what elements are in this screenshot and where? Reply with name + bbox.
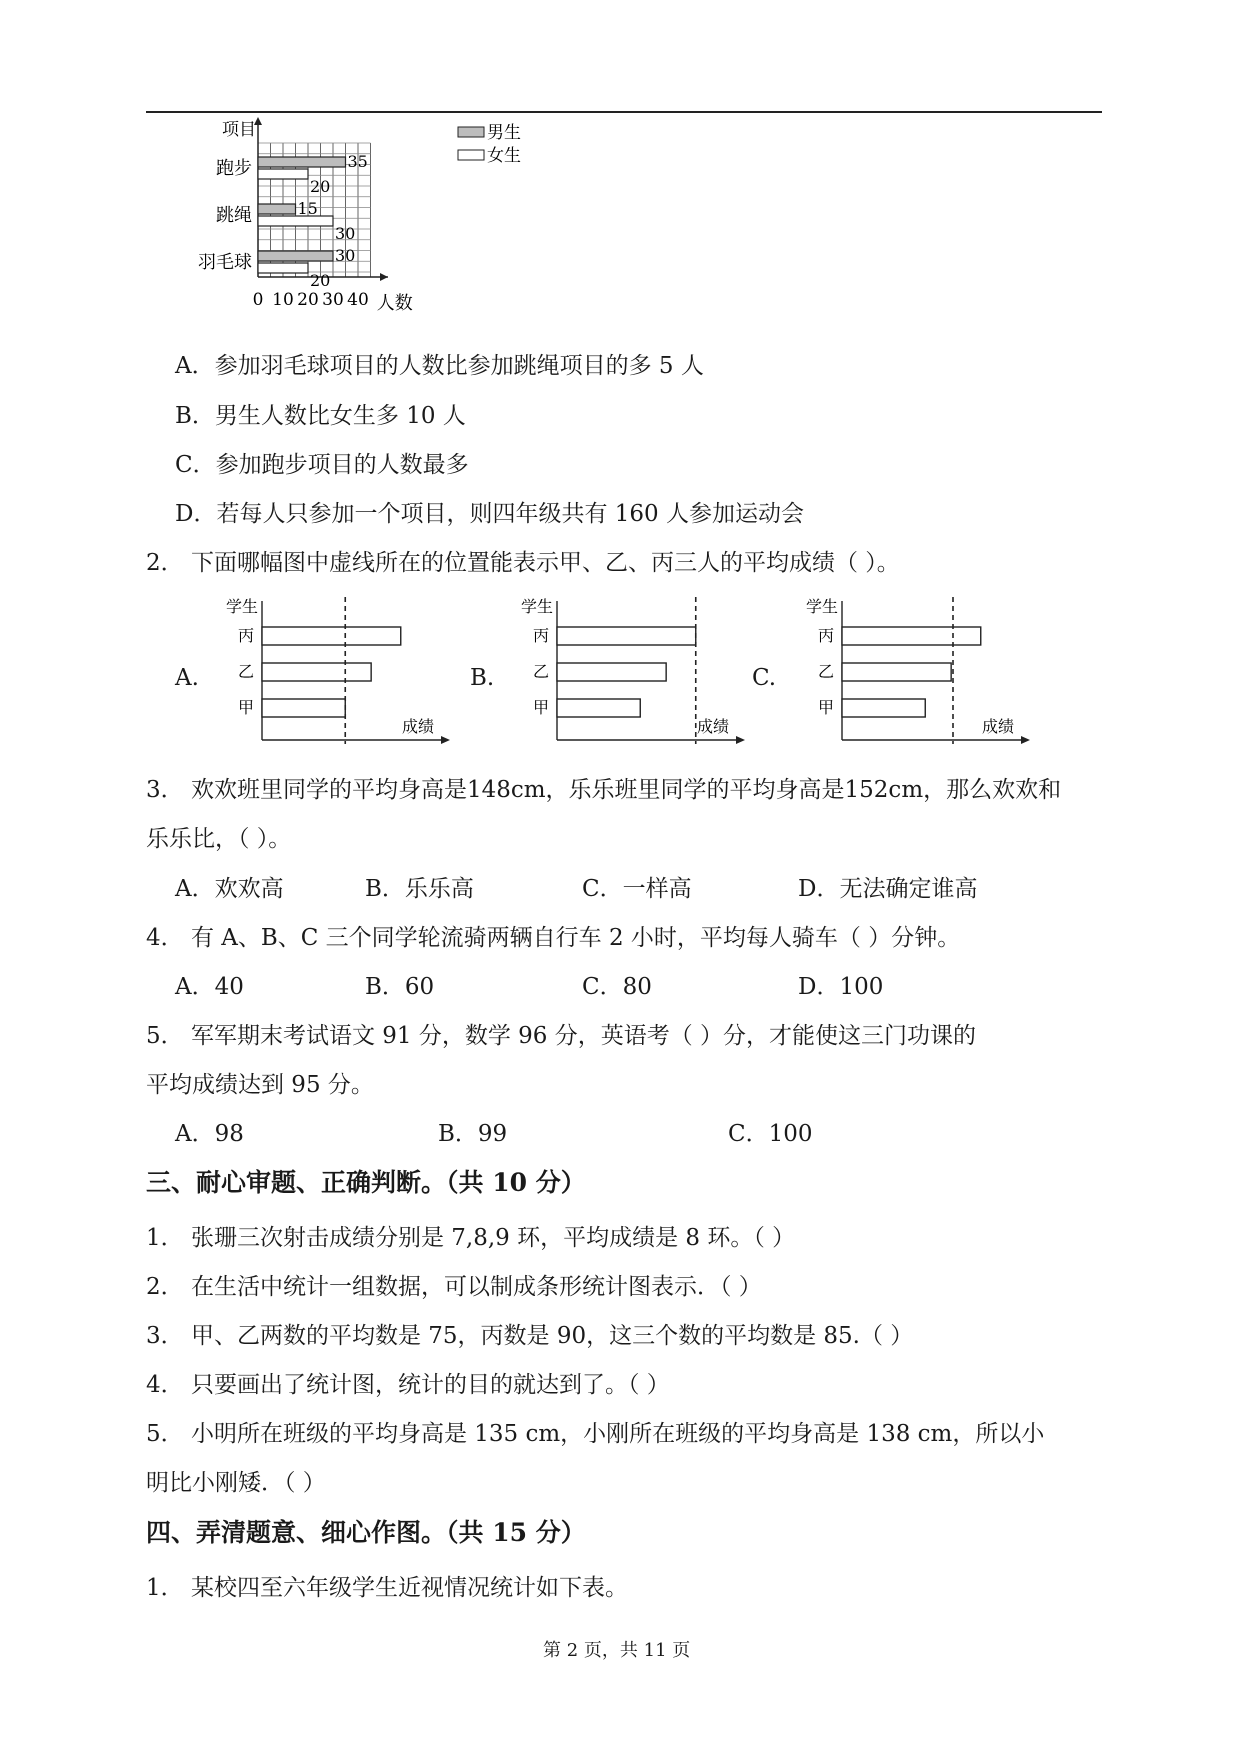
q4-option-b[interactable]: B．60 — [365, 974, 435, 1000]
bar-value-label: 30 — [335, 246, 356, 265]
q4-option-c[interactable]: C．80 — [582, 974, 652, 1000]
q2-chart-c[interactable] — [790, 595, 1040, 745]
question-3-line-1: 3． 欢欢班里同学的平均身高是148cm，乐乐班里同学的平均身高是152cm，那么欢欢和 — [146, 777, 1062, 803]
x-tick-label: 10 — [272, 290, 294, 310]
x-tick-label: 20 — [297, 290, 319, 310]
q1-option-a[interactable]: A．参加羽毛球项目的人数比参加跳绳项目的多 5 人 — [175, 353, 704, 379]
q1-option-c[interactable]: C．参加跑步项目的人数最多 — [175, 452, 469, 478]
q2-chart-b[interactable] — [505, 595, 755, 745]
x-tick-label: 40 — [347, 290, 369, 310]
y-axis-title: 项目 — [222, 120, 256, 140]
q4-option-a[interactable]: A．40 — [175, 974, 244, 1000]
x-axis-arrow — [441, 736, 450, 744]
score-bar — [262, 627, 401, 645]
bar-male — [258, 204, 296, 214]
bar-male — [258, 251, 333, 261]
score-bar — [842, 663, 951, 681]
student-label: 甲 — [532, 698, 549, 717]
q5-option-a[interactable]: A．98 — [175, 1121, 244, 1147]
legend-label-male: 男生 — [487, 123, 521, 143]
score-bar — [557, 627, 696, 645]
student-label: 丙 — [532, 626, 549, 645]
q5-option-c[interactable]: C．100 — [728, 1121, 813, 1147]
q2-chart-a[interactable] — [210, 595, 460, 745]
student-label: 丙 — [817, 626, 834, 645]
question-2: 2． 下面哪幅图中虚线所在的位置能表示甲、乙、丙三人的平均成绩（ ）。 — [146, 550, 900, 576]
bar-value-label: 20 — [310, 177, 331, 196]
question-3-line-2: 乐乐比，（ ）。 — [146, 826, 292, 852]
drawing-item-1: 1． 某校四至六年级学生近视情况统计如下表。 — [146, 1575, 628, 1601]
x-axis-title: 成绩 — [697, 717, 730, 736]
bar-value-label: 15 — [297, 199, 318, 218]
x-axis-title: 成绩 — [982, 717, 1015, 736]
bar-value-label: 35 — [347, 152, 368, 171]
question-5-line-2: 平均成绩达到 95 分。 — [146, 1072, 374, 1098]
x-axis-arrow — [380, 273, 388, 281]
q3-option-a[interactable]: A．欢欢高 — [175, 876, 284, 902]
judge-item-3: 3． 甲、乙两数的平均数是 75，丙数是 90，这三个数的平均数是 85.（ ） — [146, 1323, 914, 1349]
student-label: 甲 — [817, 698, 834, 717]
score-bar — [262, 699, 345, 717]
score-bar — [842, 627, 981, 645]
q3-option-c[interactable]: C．一样高 — [582, 876, 692, 902]
judge-item-1: 1． 张珊三次射击成绩分别是 7,8,9 环，平均成绩是 8 环。（ ） — [146, 1225, 796, 1251]
legend-swatch-female — [458, 150, 484, 160]
x-axis-arrow — [736, 736, 745, 744]
x-axis-title: 人数 — [376, 293, 413, 314]
q2-option-c-label[interactable]: C. — [752, 665, 777, 691]
judge-item-2: 2． 在生活中统计一组数据，可以制成条形统计图表示．（ ） — [146, 1274, 762, 1300]
student-label: 甲 — [237, 698, 254, 717]
bar-value-label: 30 — [335, 224, 356, 243]
q1-option-b[interactable]: B．男生人数比女生多 10 人 — [175, 403, 466, 429]
q3-option-d[interactable]: D．无法确定谁高 — [798, 876, 978, 902]
q2-option-a-label[interactable]: A. — [175, 665, 199, 691]
y-axis-title: 学生 — [225, 597, 258, 616]
q1-option-d[interactable]: D．若每人只参加一个项目，则四年级共有 160 人参加运动会 — [175, 501, 804, 527]
score-bar — [557, 699, 640, 717]
y-axis-title: 学生 — [520, 597, 553, 616]
student-label: 乙 — [237, 662, 254, 681]
score-bar — [262, 663, 371, 681]
header-rule — [146, 111, 1102, 113]
section-4-heading: 四、弄清题意、细心作图。（共 15 分） — [146, 1518, 586, 1547]
section-3-heading: 三、耐心审题、正确判断。（共 10 分） — [146, 1168, 586, 1197]
q4-option-d[interactable]: D．100 — [798, 974, 884, 1000]
x-tick-label: 0 — [252, 290, 264, 310]
y-axis-title: 学生 — [805, 597, 838, 616]
category-label: 羽毛球 — [198, 252, 252, 273]
legend-swatch-male — [458, 127, 484, 137]
sports-bar-chart — [190, 115, 590, 340]
student-label: 乙 — [532, 662, 549, 681]
x-tick-label: 30 — [322, 290, 344, 310]
bar-value-label: 20 — [310, 271, 331, 290]
x-axis-arrow — [1021, 736, 1030, 744]
bar-female — [258, 216, 333, 226]
score-bar — [842, 699, 925, 717]
x-axis-title: 成绩 — [402, 717, 435, 736]
bar-female — [258, 169, 308, 179]
page-number-footer: 第 2 页，共 11 页 — [543, 1640, 691, 1661]
bar-female — [258, 263, 308, 273]
score-bar — [557, 663, 666, 681]
judge-item-5-line-1: 5． 小明所在班级的平均身高是 135 cm，小刚所在班级的平均身高是 138 cm，所以小 — [146, 1421, 1045, 1447]
q3-option-b[interactable]: B．乐乐高 — [365, 876, 474, 902]
bar-male — [258, 157, 346, 167]
judge-item-5-line-2: 明比小刚矮．（ ） — [146, 1470, 326, 1496]
student-label: 丙 — [237, 626, 254, 645]
q5-option-b[interactable]: B．99 — [438, 1121, 508, 1147]
q2-option-b-label[interactable]: B. — [470, 665, 495, 691]
category-label: 跑步 — [216, 158, 252, 179]
legend-label-female: 女生 — [487, 146, 521, 166]
category-label: 跳绳 — [216, 205, 252, 226]
question-4: 4． 有 A、B、C 三个同学轮流骑两辆自行车 2 小时，平均每人骑车（ ）分钟。 — [146, 925, 961, 951]
judge-item-4: 4． 只要画出了统计图，统计的目的就达到了。（ ） — [146, 1372, 670, 1398]
student-label: 乙 — [817, 662, 834, 681]
question-5-line-1: 5． 军军期末考试语文 91 分，数学 96 分，英语考（ ）分，才能使这三门功课的 — [146, 1023, 977, 1049]
